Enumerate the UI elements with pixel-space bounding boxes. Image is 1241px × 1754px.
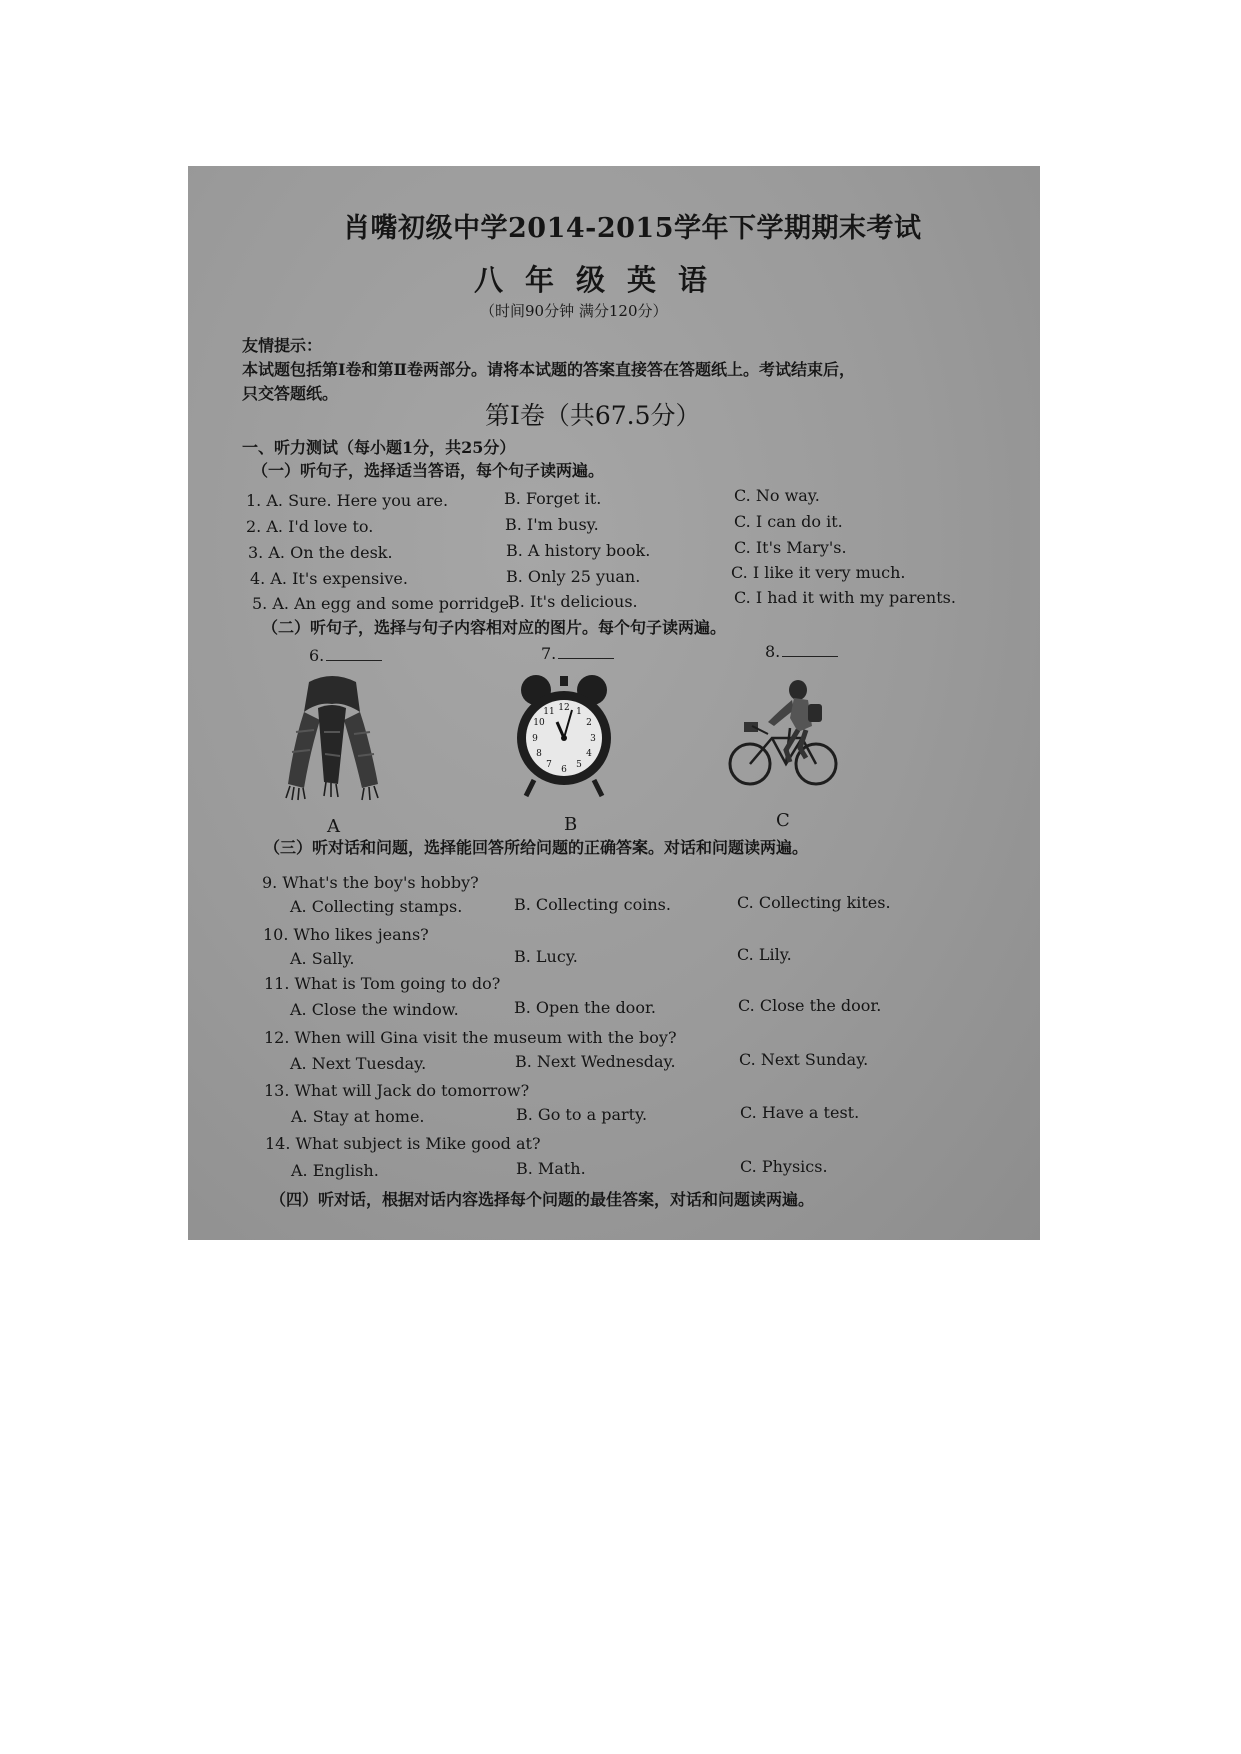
q1-option-b: B. Forget it. (504, 489, 602, 508)
scarf-icon (274, 672, 390, 802)
q13-option-a: A. Stay at home. (291, 1107, 425, 1126)
svg-text:12: 12 (558, 703, 570, 713)
tips-line-1: 本试题包括第Ⅰ卷和第Ⅱ卷两部分。请将本试题的答案直接答在答题纸上。考试结束后， (242, 360, 855, 379)
exam-time: （时间90分钟 满分120分） (480, 302, 668, 320)
q14-question: 14. What subject is Mike good at? (265, 1134, 541, 1153)
svg-text:1: 1 (576, 707, 582, 717)
q11-option-a: A. Close the window. (290, 1000, 459, 1019)
cyclist-icon (728, 670, 840, 792)
q14-option-a: A. English. (291, 1161, 379, 1180)
q11-option-c: C. Close the door. (738, 996, 882, 1015)
q12-option-a: A. Next Tuesday. (290, 1054, 427, 1073)
q3-option-b: B. A history book. (506, 541, 651, 560)
exam-subject: 八年级英语 (474, 263, 730, 297)
q14-option-b: B. Math. (516, 1159, 586, 1178)
q5-option-a: 5. A. An egg and some porridge. (252, 594, 515, 613)
q12-question: 12. When will Gina visit the museum with the boy? (264, 1028, 677, 1047)
tips-heading: 友情提示： (242, 336, 323, 355)
q2-option-c: C. I can do it. (734, 512, 843, 531)
q4-option-a: 4. A. It's expensive. (250, 569, 408, 588)
q10-option-b: B. Lucy. (514, 947, 578, 966)
part3-title: （三）听对话和问题，选择能回答所给问题的正确答案。对话和问题读两遍。 (264, 838, 809, 857)
q10-question: 10. Who likes jeans? (263, 925, 429, 944)
blank-7 (541, 642, 614, 663)
svg-text:11: 11 (543, 707, 555, 717)
part1-title: （一）听句子，选择适当答语，每个句子读两遍。 (252, 461, 605, 480)
picture-b-label: B (564, 814, 578, 835)
q3-option-c: C. It's Mary's. (734, 538, 847, 557)
svg-text:6: 6 (561, 765, 567, 775)
exam-scan (188, 166, 1040, 1240)
svg-text:2: 2 (586, 718, 592, 728)
q9-option-c: C. Collecting kites. (737, 893, 891, 912)
picture-a-label: A (327, 816, 340, 837)
q4-option-c: C. I like it very much. (731, 563, 906, 582)
svg-text:3: 3 (590, 734, 596, 744)
q9-option-b: B. Collecting coins. (514, 895, 671, 914)
blank-8-number: 8. (765, 642, 781, 661)
q2-option-a: 2. A. I'd love to. (246, 517, 374, 536)
blank-6 (309, 644, 382, 665)
q5-option-c: C. I had it with my parents. (734, 588, 956, 607)
tips-line-2: 只交答题纸。 (242, 384, 339, 403)
q11-option-b: B. Open the door. (514, 998, 656, 1017)
blank-8 (765, 640, 838, 661)
svg-text:5: 5 (576, 760, 582, 770)
picture-c-label: C (776, 810, 790, 831)
q14-option-c: C. Physics. (740, 1157, 828, 1176)
q4-option-b: B. Only 25 yuan. (506, 567, 641, 586)
q10-option-c: C. Lily. (737, 945, 792, 964)
q12-option-b: B. Next Wednesday. (515, 1052, 676, 1071)
svg-text:7: 7 (546, 760, 552, 770)
q2-option-b: B. I'm busy. (505, 515, 599, 534)
q9-question: 9. What's the boy's hobby? (262, 873, 479, 892)
svg-text:4: 4 (586, 749, 592, 759)
q10-option-a: A. Sally. (290, 949, 355, 968)
q3-option-a: 3. A. On the desk. (248, 543, 393, 562)
q13-option-b: B. Go to a party. (516, 1105, 648, 1124)
blank-6-number: 6. (309, 646, 325, 665)
q12-option-c: C. Next Sunday. (739, 1050, 869, 1069)
q11-question: 11. What is Tom going to do? (264, 974, 501, 993)
svg-text:8: 8 (536, 749, 542, 759)
alarm-clock-icon (512, 670, 616, 802)
section1-title: 一、听力测试（每小题1分，共25分） (242, 438, 516, 457)
q13-question: 13. What will Jack do tomorrow? (264, 1081, 530, 1100)
volume-title: 第Ⅰ卷（共67.5分） (485, 401, 701, 430)
part2-title: （二）听句子，选择与句子内容相对应的图片。每个句子读两遍。 (262, 618, 727, 637)
part4-title: （四）听对话，根据对话内容选择每个问题的最佳答案，对话和问题读两遍。 (270, 1190, 815, 1209)
svg-text:10: 10 (533, 718, 545, 728)
q1-option-c: C. No way. (734, 486, 820, 505)
q13-option-c: C. Have a test. (740, 1103, 860, 1122)
q9-option-a: A. Collecting stamps. (290, 897, 463, 916)
q1-option-a: 1. A. Sure. Here you are. (246, 491, 449, 510)
blank-7-number: 7. (541, 644, 557, 663)
svg-text:9: 9 (532, 734, 538, 744)
exam-title: 肖嘴初级中学2014-2015学年下学期期末考试 (343, 213, 922, 244)
q5-option-b: B. It's delicious. (508, 592, 638, 611)
